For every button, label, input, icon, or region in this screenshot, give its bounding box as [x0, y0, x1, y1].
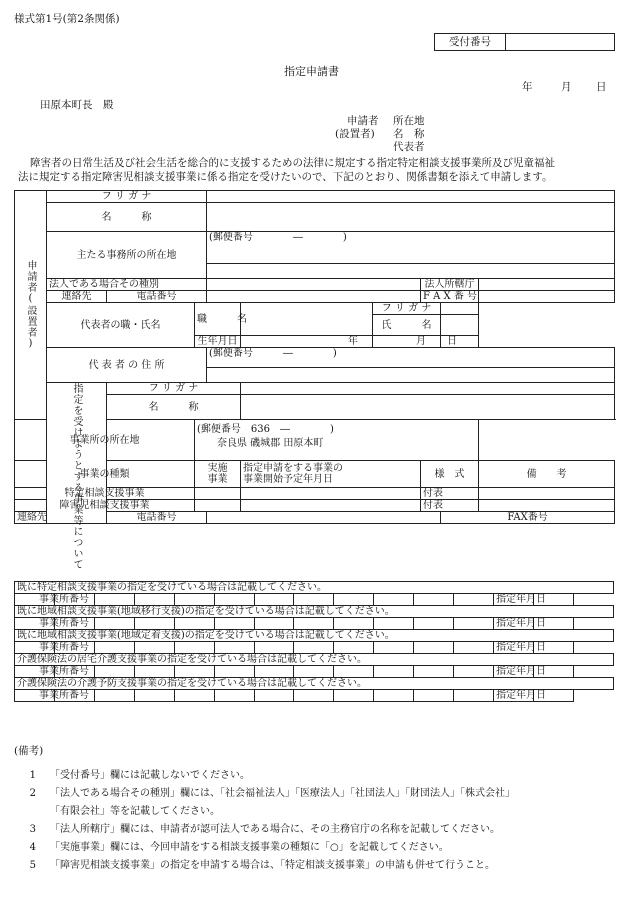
rep-furigana-field[interactable] — [441, 303, 479, 315]
applicant-label: 申請者 — [347, 115, 379, 127]
blank-cell — [454, 618, 494, 630]
office-location-label: 事業所の所在地 — [15, 420, 195, 461]
office-number-digit[interactable] — [174, 594, 214, 606]
office-phone-field[interactable] — [207, 512, 441, 524]
office-number-digit[interactable] — [254, 666, 294, 678]
biz-row-2-date[interactable] — [241, 500, 421, 512]
office-number-digit[interactable] — [94, 618, 134, 630]
designation-date-label: 指定年月日 — [494, 642, 534, 654]
corp-type-label: 法人である場合その種別 — [47, 279, 207, 291]
note-number: 4 — [29, 842, 36, 853]
note-text: 「有限会社」等を記載してください。 — [50, 806, 220, 817]
applicant-name-label: 名 称 — [393, 128, 425, 140]
office-number-digit[interactable] — [294, 690, 334, 702]
rep-address-field[interactable] — [207, 367, 615, 382]
office-number-digit[interactable] — [294, 618, 334, 630]
applicant-address-label: 所在地 — [393, 115, 425, 127]
receipt-number-field[interactable] — [506, 34, 614, 50]
note-number: 3 — [29, 824, 36, 835]
note-text: 「法人所轄庁」欄には、申請者が認可法人である場合に、その主務官庁の名称を記載してください。 — [50, 824, 500, 835]
note-item — [14, 820, 500, 835]
biz-row-1-name: 特定相談支援事業 — [15, 488, 195, 500]
date-day: 日 — [596, 81, 607, 93]
office-number-digit[interactable] — [294, 594, 334, 606]
applicant-side-label: 申請者(設置者) — [15, 191, 47, 420]
biz-row-2-name: 障害児相談支援事業 — [15, 500, 195, 512]
office-number-digit[interactable] — [94, 690, 134, 702]
note-number: 2 — [29, 788, 36, 799]
prior-section — [14, 629, 614, 654]
office-number-digit[interactable] — [414, 642, 454, 654]
applicant-furigana-label: フ リ ガ ナ — [47, 191, 207, 203]
office-number-digit[interactable] — [414, 690, 454, 702]
office-number-label: 事業所番号 — [15, 594, 55, 606]
prior-section-heading: 既に地域相談支援事業(地域定着支援)の指定を受けている場合は記載してください。 — [15, 630, 614, 642]
notes-title: (備考) — [14, 745, 44, 757]
office-number-digit[interactable] — [374, 594, 414, 606]
office-number-digit[interactable] — [94, 642, 134, 654]
style-label: 様 式 — [421, 461, 479, 488]
prior-designation-sections — [14, 582, 614, 702]
office-postal: (郵便番号 636 ― ) — [197, 424, 334, 435]
note-item — [14, 784, 515, 799]
rep-address-postal[interactable]: (郵便番号 ― ) — [207, 348, 615, 368]
note-item — [14, 838, 449, 853]
corp-type-field[interactable] — [207, 279, 421, 291]
office-number-digit[interactable] — [134, 642, 174, 654]
office-number-digit[interactable] — [414, 594, 454, 606]
office-contact-label: 連絡先 — [15, 512, 47, 524]
start-date-label-1: 指定申請をする事業の — [243, 463, 344, 474]
office-location-field[interactable] — [195, 420, 479, 461]
rep-furigana-label: フ リ ガ ナ — [373, 303, 441, 315]
office-number-digit[interactable] — [374, 618, 414, 630]
office-phone-label: 電話番号 — [107, 512, 207, 524]
office-number-digit[interactable] — [134, 666, 174, 678]
designation-date-label: 指定年月日 — [494, 618, 534, 630]
rep-name-field[interactable] — [441, 315, 479, 336]
rep-address-label: 代 表 者 の 住 所 — [47, 348, 207, 383]
office-number-digit[interactable] — [94, 594, 134, 606]
rep-job-field[interactable] — [241, 303, 373, 336]
note-number: 1 — [29, 770, 36, 781]
start-date-label-2: 事業開始予定年月日 — [243, 474, 334, 485]
main-office-label: 主たる事務所の所在地 — [47, 232, 207, 279]
applicant-phone-label: 電話番号 — [107, 291, 207, 303]
prior-section-heading: 介護保険法の居宅介護支援事業の指定を受けている場合は記載してください。 — [15, 654, 614, 666]
office-number-digit[interactable] — [214, 666, 254, 678]
office-number-digit[interactable] — [334, 618, 374, 630]
prior-section — [14, 605, 614, 630]
biz-row-2-remarks[interactable] — [479, 500, 615, 512]
biz-row-1-remarks[interactable] — [479, 488, 615, 500]
note-item — [14, 766, 250, 781]
rep-birth-year[interactable]: 年 — [241, 336, 373, 348]
office-name-label: 名 称 — [107, 395, 241, 420]
office-number-digit[interactable] — [334, 666, 374, 678]
office-number-label: 事業所番号 — [15, 666, 55, 678]
representative-label: 代表者 — [393, 141, 425, 153]
office-side-label: 指定を受けようとする事業等について — [47, 383, 107, 524]
rep-birth-day[interactable]: 日 — [441, 336, 479, 348]
intro-line-2: 法に規定する指定障害児相談支援事業に係る指定を受けたいので、下記のとおり、関係書類を添えて申請します。 — [18, 171, 553, 183]
prior-section — [14, 581, 614, 606]
prior-section — [14, 677, 614, 702]
blank-cell — [454, 594, 494, 606]
office-number-digit[interactable] — [294, 666, 334, 678]
office-number-digit[interactable] — [254, 618, 294, 630]
addressee: 田原本町長 殿 — [40, 99, 114, 111]
applicant-fax-label: F A X 番 号 — [421, 291, 479, 303]
note-text: 「実施事業」欄には、今回申請をする相談支援事業の種類に「○」を記載してください。 — [50, 842, 449, 853]
office-number-digit[interactable] — [174, 690, 214, 702]
office-furigana-label: フ リ ガ ナ — [107, 383, 241, 395]
designation-date-label: 指定年月日 — [494, 690, 534, 702]
office-number-digit[interactable] — [94, 666, 134, 678]
blank-cell — [454, 666, 494, 678]
office-number-digit[interactable] — [174, 618, 214, 630]
main-office-postal[interactable]: (郵便番号 ― ) — [207, 232, 615, 264]
office-number-label: 事業所番号 — [15, 642, 55, 654]
applicant-name-field[interactable] — [207, 203, 615, 232]
rep-title-name-label: 代表者の職・氏名 — [47, 303, 195, 348]
office-number-digit[interactable] — [174, 666, 214, 678]
office-number-digit[interactable] — [214, 594, 254, 606]
implement-label — [195, 461, 241, 488]
office-number-digit[interactable] — [374, 642, 414, 654]
implement-label-2: 事業 — [207, 474, 228, 485]
biz-row-1-date[interactable] — [241, 488, 421, 500]
designation-date-label: 指定年月日 — [494, 594, 534, 606]
office-fax-label: FAX番号 — [441, 512, 615, 524]
office-number-digit[interactable] — [174, 642, 214, 654]
biz-row-1-implement[interactable] — [195, 488, 241, 500]
applicant-phone-field[interactable] — [207, 291, 421, 303]
biz-row-2-style: 付表 — [421, 500, 479, 512]
founder-label: (設置者) — [335, 128, 375, 140]
corp-office-field[interactable] — [479, 279, 615, 291]
note-item — [14, 802, 220, 817]
office-number-label: 事業所番号 — [15, 690, 55, 702]
designation-date-label: 指定年月日 — [494, 666, 534, 678]
applicant-furigana-field[interactable] — [207, 191, 615, 203]
office-number-digit[interactable] — [414, 666, 454, 678]
office-address: 奈良県 磯城郡 田原本町 — [217, 438, 324, 449]
office-number-digit[interactable] — [334, 642, 374, 654]
form-number: 様式第1号(第2条関係) — [14, 13, 120, 25]
office-number-label: 事業所番号 — [15, 618, 55, 630]
receipt-number-label: 受付番号 — [435, 34, 506, 50]
applicant-contact-label: 連絡先 — [47, 291, 107, 303]
biz-row-1-style: 付表 — [421, 488, 479, 500]
prior-section-heading: 既に地域相談支援事業(地域移行支援)の指定を受けている場合は記載してください。 — [15, 606, 614, 618]
note-item — [14, 856, 495, 871]
date-month: 月 — [561, 81, 572, 93]
office-number-digit[interactable] — [134, 594, 174, 606]
blank-cell — [454, 690, 494, 702]
rep-name-label: 氏 名 — [373, 315, 441, 336]
implement-label-1: 実施 — [207, 463, 228, 474]
office-number-digit[interactable] — [254, 690, 294, 702]
prior-section-heading: 介護保険法の介護予防支援事業の指定を受けている場合は記載してください。 — [15, 678, 614, 690]
rep-birth-month[interactable]: 月 — [373, 336, 441, 348]
applicant-name-row-label: 名 称 — [47, 203, 207, 232]
note-text: 「法人である場合その種別」欄には、「社会福祉法人」「医療法人」「社団法人」「財団法人」「株式会社」 — [50, 788, 515, 799]
receipt-number-box — [434, 33, 615, 51]
application-form-table — [14, 190, 615, 570]
rep-birth-label: 生年月日 — [195, 336, 241, 348]
note-text: 「受付番号」欄には記載しないでください。 — [50, 770, 250, 781]
office-number-digit[interactable] — [334, 690, 374, 702]
office-number-digit[interactable] — [214, 690, 254, 702]
prior-section-heading: 既に特定相談支援事業の指定を受けている場合は記載してください。 — [15, 582, 614, 594]
office-number-digit[interactable] — [254, 594, 294, 606]
corp-office-label: 法人所轄庁 — [421, 279, 479, 291]
rep-job-label: 職 名 — [195, 303, 241, 336]
office-number-digit[interactable] — [414, 618, 454, 630]
date-year: 年 — [522, 81, 533, 93]
office-number-digit[interactable] — [294, 642, 334, 654]
start-date-label — [241, 461, 421, 488]
prior-section — [14, 653, 614, 678]
office-number-digit[interactable] — [334, 594, 374, 606]
office-number-digit[interactable] — [214, 618, 254, 630]
intro-line-1: 障害者の日常生活及び社会生活を総合的に支援するための法律に規定する指定特定相談支援事業所及び児童福祉 — [30, 157, 555, 169]
office-number-digit[interactable] — [374, 690, 414, 702]
main-office-address-field[interactable] — [207, 263, 615, 278]
office-number-digit[interactable] — [134, 618, 174, 630]
note-number: 5 — [29, 860, 36, 871]
office-number-digit[interactable] — [374, 666, 414, 678]
biz-type-label: 事業の種類 — [15, 461, 195, 488]
document-title: 指定申請書 — [284, 65, 339, 78]
note-text: 「障害児相談支援事業」の指定を申請する場合は、「特定相談支援事業」の申請も併せて行うこと。 — [50, 860, 495, 871]
office-number-digit[interactable] — [254, 642, 294, 654]
office-furigana-field[interactable] — [241, 383, 615, 395]
applicant-fax-field[interactable] — [479, 291, 615, 303]
office-number-digit[interactable] — [134, 690, 174, 702]
office-name-field[interactable] — [241, 395, 615, 420]
blank-cell — [454, 642, 494, 654]
remarks-label: 備 考 — [479, 461, 615, 488]
office-number-digit[interactable] — [214, 642, 254, 654]
biz-row-2-implement[interactable] — [195, 500, 241, 512]
